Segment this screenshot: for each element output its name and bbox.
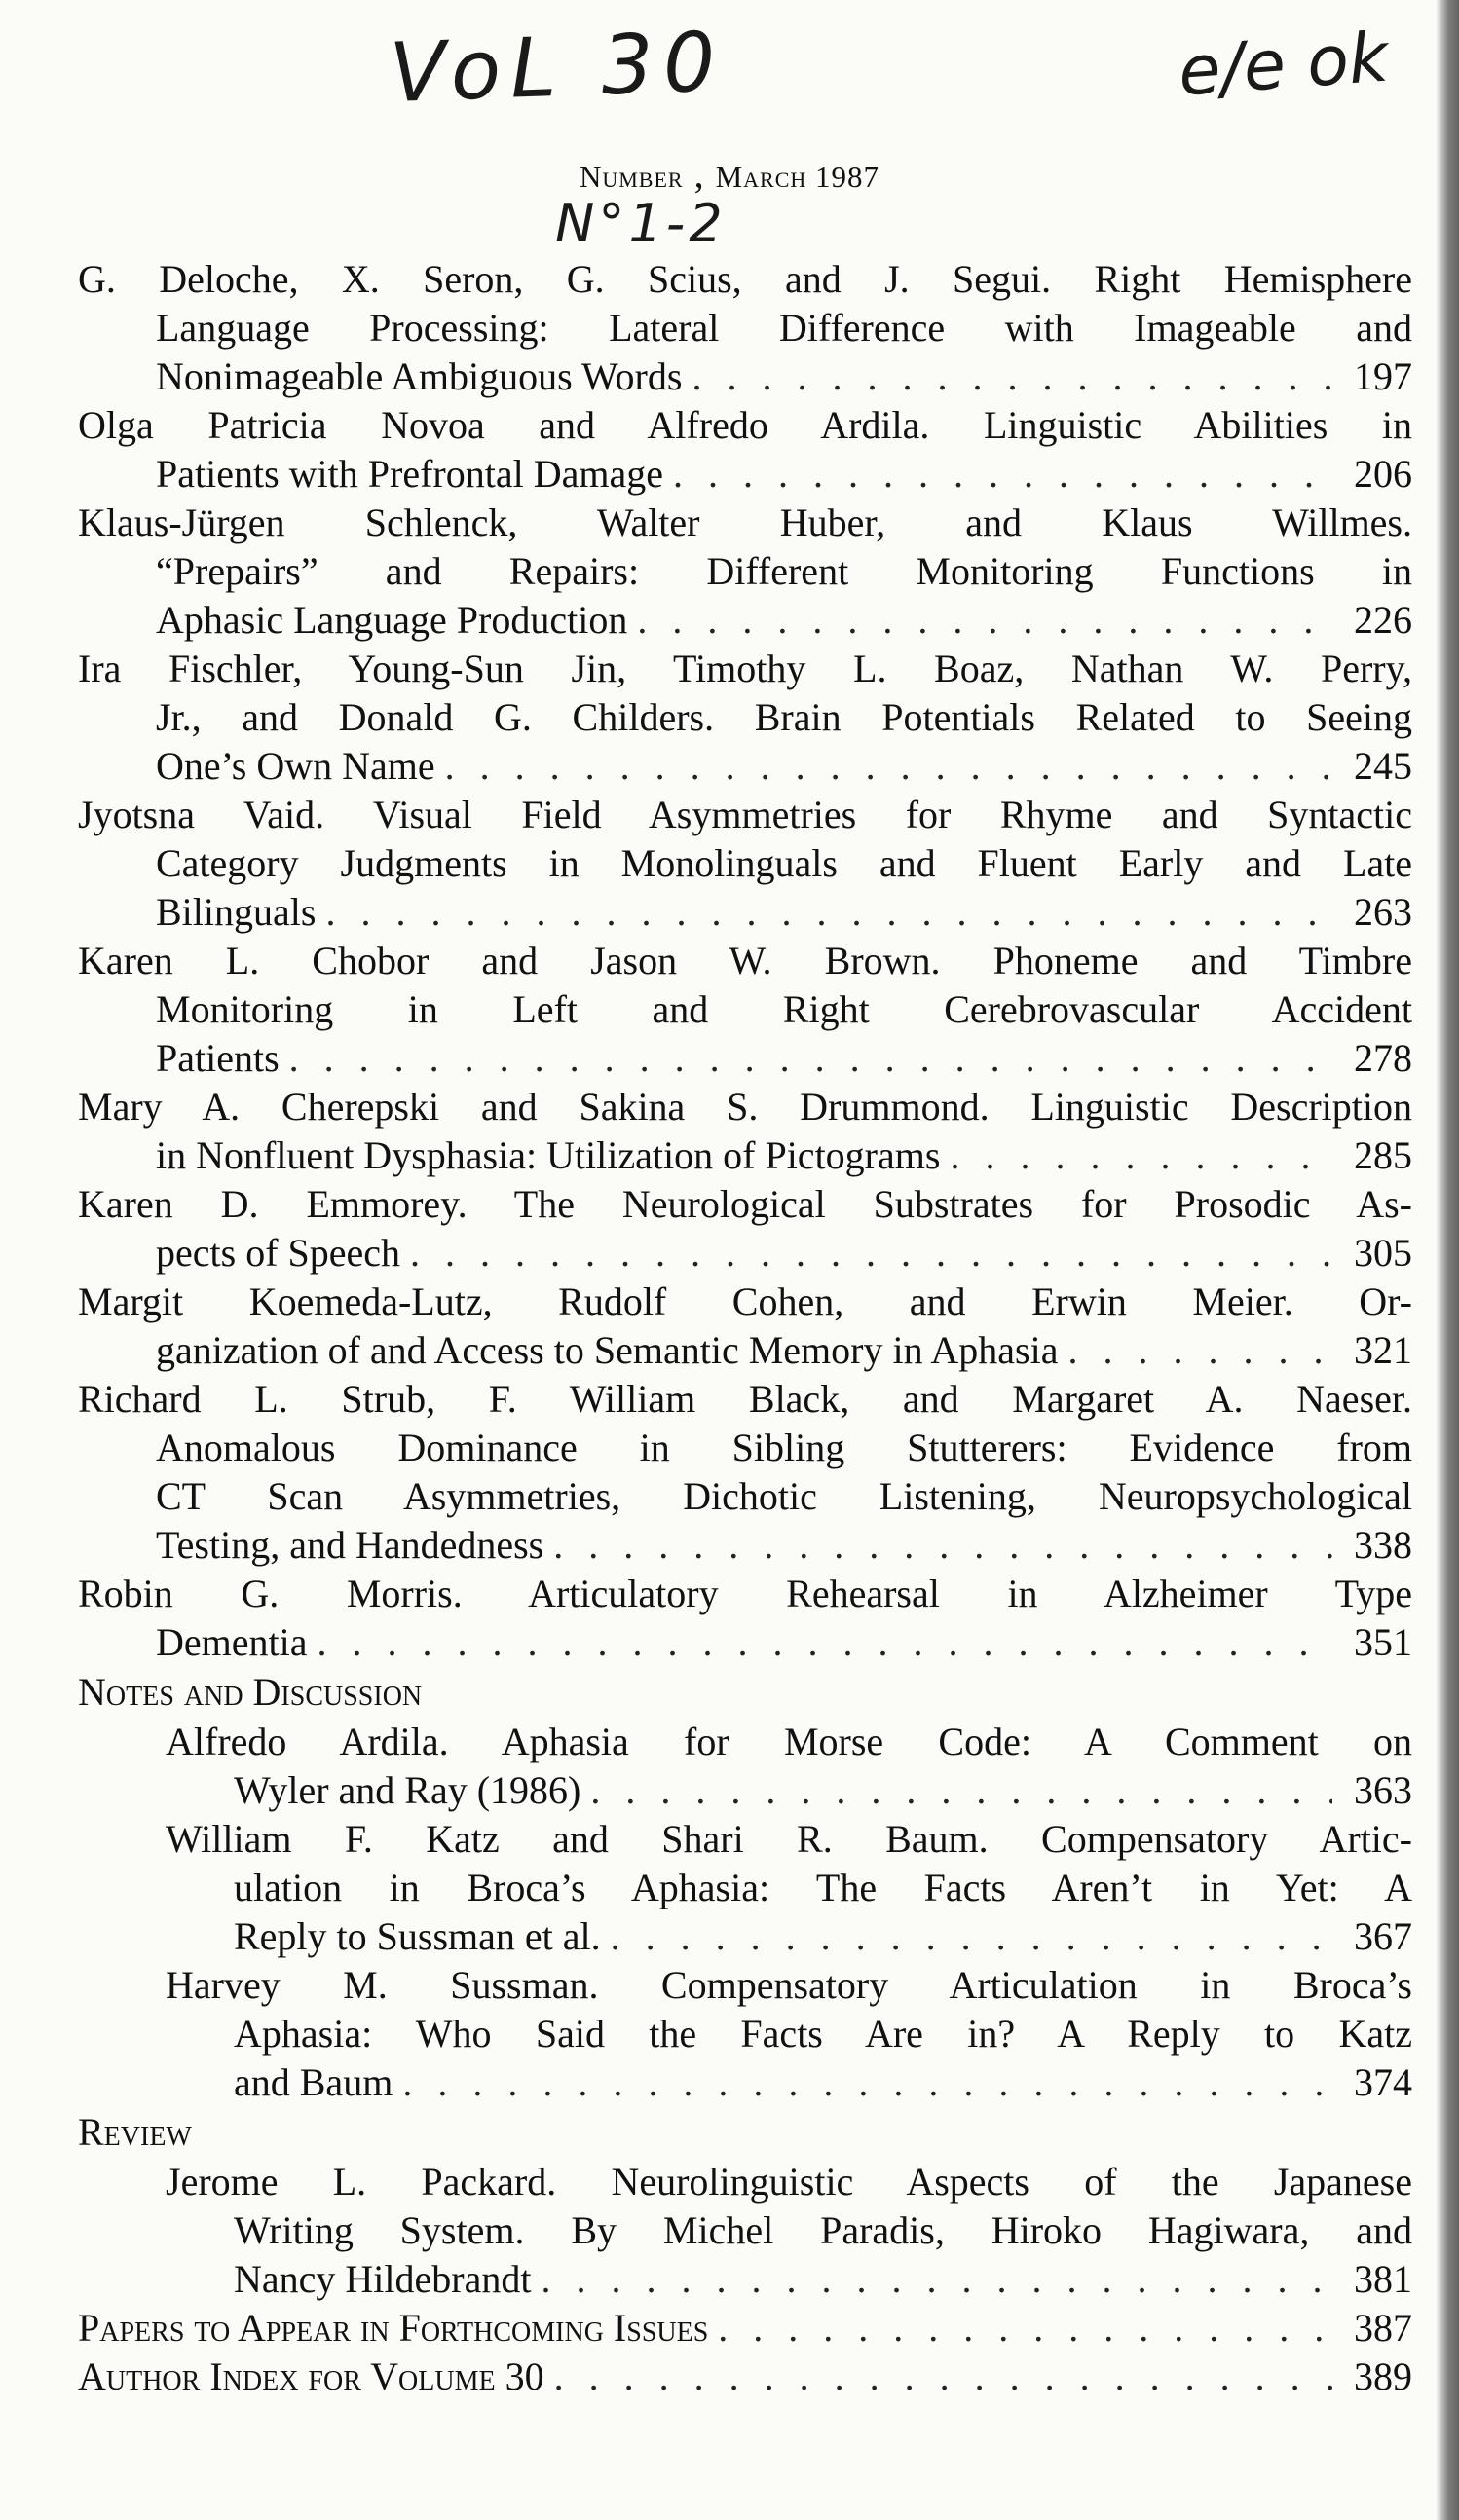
page-number: 389 <box>1354 2354 1412 2398</box>
entry-line: Anomalous Dominance in Sibling Stutterers: Evidence from <box>156 1426 1412 1469</box>
section-heading-notes: Notes and Discussion <box>78 1670 423 1714</box>
leader-dots <box>1067 1326 1332 1375</box>
entry-line: Richard L. Strub, F. William Black, and Margaret A. Naeser. <box>78 1377 1412 1421</box>
leader-dots <box>673 450 1332 499</box>
toc-entry[interactable] <box>78 937 1412 1083</box>
entry-line: Harvey M. Sussman. Compensatory Articulation in Broca’s <box>166 1963 1412 2007</box>
entry-line: “Prepairs” and Repairs: Different Monitoring Functions in <box>156 549 1412 593</box>
page-number: 367 <box>1354 1914 1412 1958</box>
toc-entry[interactable] <box>78 1815 1412 1961</box>
leader-dots <box>611 1912 1332 1961</box>
entry-line: Jyotsna Vaid. Visual Field Asymmetries for Rhyme and Syntactic <box>78 793 1412 836</box>
leader-dots <box>718 2304 1332 2353</box>
leader-dots <box>541 2255 1332 2304</box>
leader-dots <box>692 352 1332 401</box>
page-number: 351 <box>1354 1620 1412 1664</box>
toc-entry[interactable] <box>78 791 1412 937</box>
page-number: 387 <box>1354 2306 1412 2350</box>
entry-line: Karen L. Chobor and Jason W. Brown. Phoneme and Timbre <box>78 939 1412 982</box>
entry-last-line: Bilinguals <box>156 890 317 934</box>
entry-line: Aphasia: Who Said the Facts Are in? A Reply to Katz <box>234 2012 1412 2056</box>
entry-last-line: ganization of and Access to Semantic Memory in Aphasia <box>156 1328 1059 1372</box>
page-number: 263 <box>1354 890 1412 934</box>
page-number: 226 <box>1354 598 1412 642</box>
entry-line: Alfredo Ardila. Aphasia for Morse Code: A Comment on <box>166 1720 1412 1763</box>
page-number: 363 <box>1354 1768 1412 1812</box>
entry-line: ulation in Broca’s Aphasia: The Facts Aren’t in Yet: A <box>234 1866 1412 1909</box>
entry-last-line: Dementia <box>156 1620 308 1664</box>
page-number: 206 <box>1354 452 1412 496</box>
toc-entry[interactable] <box>78 2304 1412 2353</box>
toc-entry[interactable] <box>78 2158 1412 2304</box>
page-number: 285 <box>1354 1133 1412 1177</box>
toc-entry[interactable] <box>78 1570 1412 1667</box>
toc-entry[interactable] <box>78 2353 1412 2401</box>
entry-last-line: pects of Speech <box>156 1231 401 1275</box>
entry-last-line: Testing, and Handedness <box>156 1523 544 1567</box>
entry-line: Monitoring in Left and Right Cerebrovascular Accident <box>156 987 1412 1031</box>
page-number: 305 <box>1354 1231 1412 1275</box>
leader-dots <box>553 1521 1332 1570</box>
entry-last-line: in Nonfluent Dysphasia: Utilization of Pictograms <box>156 1133 941 1177</box>
entry-line: Jr., and Donald G. Childers. Brain Potentials Related to Seeing <box>156 695 1412 739</box>
page-number: 374 <box>1354 2060 1412 2104</box>
entry-last-line: Aphasic Language Production <box>156 598 628 642</box>
issue-date: March 1987 <box>715 160 880 194</box>
entry-line: Robin G. Morris. Articulatory Rehearsal in Alzheimer Type <box>78 1572 1412 1615</box>
entry-last-line: One’s Own Name <box>156 744 435 788</box>
entry-line: Margit Koemeda-Lutz, Rudolf Cohen, and Erwin Meier. Or- <box>78 1279 1412 1323</box>
leader-dots <box>554 2353 1332 2401</box>
leader-dots <box>410 1229 1332 1278</box>
leader-dots <box>325 888 1332 937</box>
page-number: 278 <box>1354 1036 1412 1080</box>
toc-entry[interactable] <box>78 255 1412 401</box>
page-number: 381 <box>1354 2257 1412 2301</box>
entry-last-line: Reply to Sussman et al. <box>234 1914 601 1958</box>
page-number: 197 <box>1354 354 1412 398</box>
toc-entry[interactable] <box>78 1180 1412 1278</box>
entry-last-line: Nonimageable Ambiguous Words <box>156 354 683 398</box>
entry-last-line: Patients <box>156 1036 280 1080</box>
leader-dots <box>950 1131 1332 1180</box>
leader-dots <box>289 1034 1332 1083</box>
toc-entry[interactable] <box>78 1278 1412 1375</box>
page-number: 338 <box>1354 1523 1412 1567</box>
leader-dots <box>637 596 1332 645</box>
number-label: Number <box>579 160 684 194</box>
page-number: 321 <box>1354 1328 1412 1372</box>
entry-line: Ira Fischler, Young-Sun Jin, Timothy L. Boaz, Nathan W. Perry, <box>78 647 1412 690</box>
entry-line: CT Scan Asymmetries, Dichotic Listening, Neuropsychological <box>156 1474 1412 1518</box>
toc-entry[interactable] <box>78 1961 1412 2107</box>
leader-dots <box>590 1766 1332 1815</box>
header-separator: , <box>693 152 705 196</box>
page-number: 245 <box>1354 744 1412 788</box>
leader-dots <box>445 742 1332 791</box>
entry-line: William F. Katz and Shari R. Baum. Compensatory Artic- <box>166 1817 1412 1861</box>
toc-entry[interactable] <box>78 1083 1412 1180</box>
entry-line: G. Deloche, X. Seron, G. Scius, and J. Segui. Right Hemisphere <box>78 257 1412 301</box>
entry-line: Writing System. By Michel Paradis, Hiroko Hagiwara, and <box>234 2208 1412 2252</box>
entry-last-line: Patients with Prefrontal Damage <box>156 452 663 496</box>
toc-entry[interactable] <box>78 645 1412 791</box>
entry-line: Klaus-Jürgen Schlenck, Walter Huber, and Klaus Willmes. <box>78 500 1412 544</box>
leader-dots <box>318 1618 1333 1667</box>
handwritten-number-note: N°1-2 <box>555 193 727 254</box>
handwritten-initials: e/e ok <box>1176 17 1391 112</box>
handwritten-volume-note: VoL 30 <box>388 14 727 121</box>
section-heading-review: Review <box>78 2110 192 2154</box>
toc-entry[interactable] <box>78 1718 1412 1815</box>
entry-last-line: Papers to Appear in Forthcoming Issues <box>78 2306 709 2350</box>
toc-entry[interactable] <box>78 401 1412 499</box>
leader-dots <box>402 2058 1332 2107</box>
entry-last-line: and Baum <box>234 2060 393 2104</box>
entry-line: Jerome L. Packard. Neurolinguistic Aspects of the Japanese <box>166 2160 1412 2204</box>
entry-line: Karen D. Emmorey. The Neurological Substrates for Prosodic As- <box>78 1182 1412 1226</box>
entry-line: Category Judgments in Monolinguals and Fluent Early and Late <box>156 841 1412 885</box>
table-of-contents <box>78 255 1412 2401</box>
entry-line: Mary A. Cherepski and Sakina S. Drummond. Linguistic Description <box>78 1085 1412 1129</box>
toc-entry[interactable] <box>78 499 1412 645</box>
entry-line: Olga Patricia Novoa and Alfredo Ardila. Linguistic Abilities in <box>78 403 1412 447</box>
entry-last-line: Author Index for Volume 30 <box>78 2354 544 2398</box>
entry-last-line: Nancy Hildebrandt <box>234 2257 532 2301</box>
toc-entry[interactable] <box>78 1375 1412 1570</box>
scan-edge-shadow <box>1436 0 1459 2520</box>
issue-header <box>0 151 1459 197</box>
entry-last-line: Wyler and Ray (1986) <box>234 1768 581 1812</box>
entry-line: Language Processing: Lateral Difference with Imageable and <box>156 306 1412 350</box>
